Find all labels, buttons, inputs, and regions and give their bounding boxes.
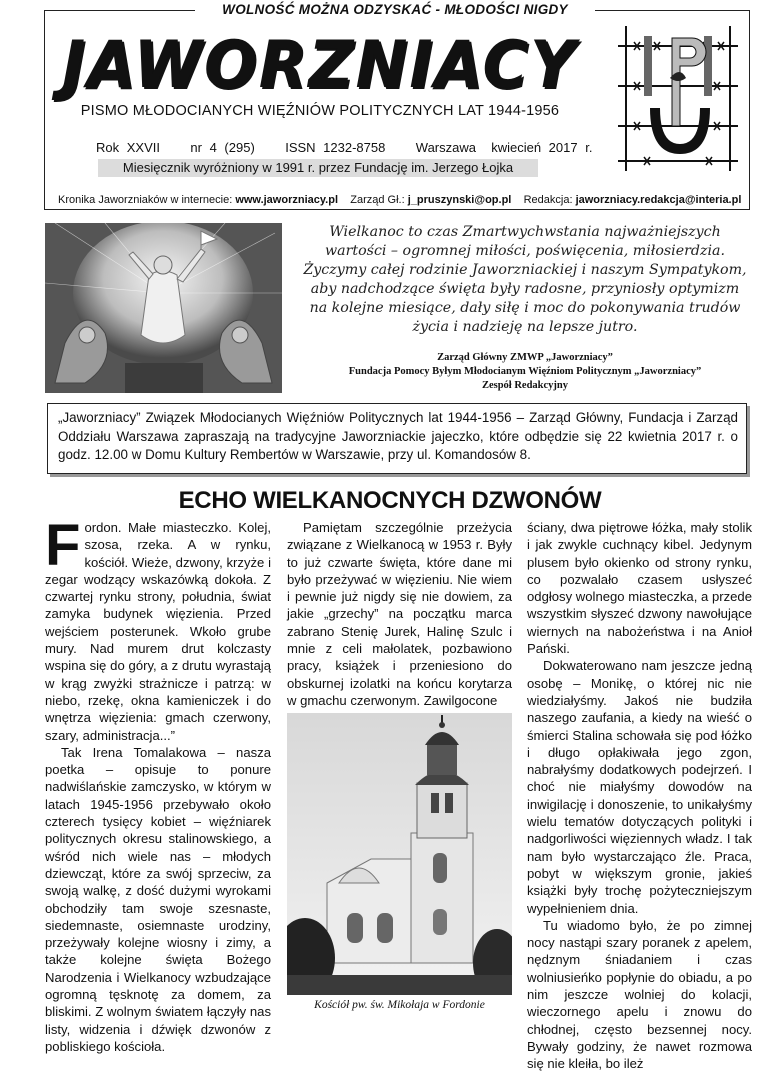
article-paragraph: Dokwaterowano nam jeszcze jedną osobę – Monikę, o której nic nie wiedziałyśmy. Jakoś nie budziła naszego zaufania, a kiedy na wieść o śmierci Stalina schowała się pod łóżko i długo opłakiwała jego zgon, nabrałyśmy dodatkowych podejrzeń. I choć nie miałyśmy dowodów na inwigilację i donoszenie, to unikałyśmy wielu tematów dotyczących polityki i nadgorliwości więziennych władz. I tak nam było wystarczająco źle. Praca, pobyt w większym gronie, jakieś książki były trochę pożyteczniejszym wypełnieniem dnia. bbox=[527, 658, 752, 916]
signature-line: Zespół Redakcyjny bbox=[481, 380, 569, 391]
article-paragraph bbox=[45, 513, 271, 744]
newspaper-subtitle: PISMO MŁODOCIANYCH WIĘŹNIÓW POLITYCZNYCH LAT 1944-1956 bbox=[80, 103, 560, 119]
article-column-1 bbox=[45, 513, 271, 1055]
contact-line bbox=[58, 194, 752, 206]
greeting-line: wartości – ogromnej miłości, poświęcenia, miłosierdzia. bbox=[325, 243, 725, 259]
issue-info: Rok XXVII nr 4 (295) ISSN 1232-8758 Warszawa kwiecień 2017 r. bbox=[96, 140, 593, 155]
greeting-line: aby nadchodzące święta były radosne, przyniosły optymizm bbox=[310, 281, 740, 297]
chronicle-link[interactable]: www.jaworzniacy.pl bbox=[235, 194, 339, 206]
easter-greeting bbox=[300, 223, 750, 337]
resurrection-illustration bbox=[45, 223, 282, 393]
article-paragraph: Tak Irena Tomalakowa – nasza poetka – opisuje to ponure nadwiślańskie zamczysko, w którym w latach 1945-1956 przebywało około czterech tysięcy kobiet – więźniarek politycznych okresu stalinowskiego, a wśród nich wiele nas – młodych dziewcząt, które za swój sprzeciw, za swoją walkę, z dość dużymi wyrokami obchodziły tam swoje szesnaste, siedemnaste, osiemnaste urodziny, przeżywały kolejne wiosny i zimy, a także kolejne święta Bożego Narodzenia i Wielkanocy wzbudzające ogromną tęsknotę za domem, za bliskimi. Z wolnym światem łączyły nas listy, widzenia i dźwięk dzwonów z pobliskiego kościoła. bbox=[45, 744, 271, 1054]
fighting-poland-emblem bbox=[614, 16, 742, 181]
church-photo bbox=[287, 713, 512, 995]
article-column-2 bbox=[287, 519, 512, 709]
award-note: Miesięcznik wyróżniony w 1991 r. przez Fundację im. Jerzego Łojka bbox=[98, 159, 538, 177]
invitation-text: „Jaworzniacy” Związek Młodocianych Więźniów Politycznych lat 1944-1956 – Zarząd Główny, Fundacja i Zarząd Oddziału Warszawa zapraszają na tradycyjne Jaworzniackie jajeczko, które odbędzie się 22 kwietnia 2017 r. o godz. 12.00 w Domu Kultury Rembertów w Warszawie, przy ul. Komandosów 8. bbox=[58, 410, 738, 462]
paragraph-text: ordon. Małe miasteczko. Kolej, szosa, rzeka. A w rynku, kościół. Wieże, dzwony, krzyże i zegar wodzący wskazówką dokoła. Z czwartej rynku strony, południa, świat zamyka budynek więzienia. Przed wejściem posterunek. Wkoło grube mury. Nad murem drut kolczasty wspina się do góry, a z drutu wyrastają w krąg zwyżki strażnicze i patrzą: w niebo, rzekę, okna kamieniczek i do wnętrza więzienia: gmach czerwony, szary, administracja...” bbox=[45, 520, 271, 743]
article-paragraph: ściany, dwa piętrowe łóżka, mały stolik i jak zwykle cuchnący kibel. Jedynym plusem było okienko od strony rynku, co pozwalało czasem usłyszeć odgłosy wolnego miasteczka, a przede wszystkim słyszeć dzwony nawołujące wiernych na nabożeństwa i na Anioł Pański. bbox=[527, 520, 752, 657]
article-paragraph: Tu wiadomo było, że po zimnej nocy nastąpi szary poranek z apelem, nędznym śniadaniem i czas wolniusieńko popłynie do obiadu, a po nim jeszcze wolniej do kolacji, wieczornego apelu i znowu do chłodnej, często bezsennej nocy. Bywały godziny, że nawet rozmowa się nie kleiła, bo ileż bbox=[527, 917, 752, 1072]
greeting-line: Wielkanoc to czas Zmartwychwstania najważniejszych bbox=[329, 224, 721, 240]
greeting-line: na kolejne miesiące, dały siłę i moc do pokonywania trudów bbox=[309, 300, 741, 316]
board-email-link[interactable]: j_pruszynski@op.pl bbox=[407, 194, 512, 206]
article-column-3 bbox=[527, 519, 752, 1073]
greeting-line: Życzymy całej rodzinie Jaworzniackiej i naszym Sympatykom, bbox=[303, 262, 747, 278]
greeting-line: życia i nadzieję na lepsze jutro. bbox=[412, 319, 638, 335]
editorial-email-link[interactable]: jaworzniacy.redakcja@interia.pl bbox=[575, 194, 742, 206]
drop-cap: F bbox=[45, 513, 81, 578]
newspaper-title: JAWORZNIACY bbox=[62, 26, 577, 103]
article-headline: ECHO WIELKANOCNYCH DZWONÓW bbox=[178, 487, 602, 514]
greeting-signatures bbox=[300, 351, 750, 393]
editorial-label: Redakcja: bbox=[523, 194, 573, 206]
article-paragraph: Pamiętam szczególnie przeżycia związane z Wielkanocą w 1953 r. Były to już czwarte święta, które dane mi było przeżywać w więzieniu. Nie wiem i pewnie już nigdy się nie dowiem, za jakie „grzechy” na początku marca zabrano Stenię Jurek, Halinę Szulc i mnie z celi małolatek, pozbawiono pracy, książek i przeniesiono do obskurnej izolatki na końcu korytarza w gmachu czerwonym. Zawilgocone bbox=[287, 520, 512, 708]
chronicle-label: Kronika Jaworzniaków w internecie: bbox=[58, 194, 233, 206]
photo-caption: Kościół pw. św. Mikołaja w Fordonie bbox=[314, 999, 485, 1011]
signature-line: Fundacja Pomocy Byłym Młodocianym Więźniom Politycznym „Jaworzniacy” bbox=[348, 366, 702, 377]
signature-line: Zarząd Główny ZMWP „Jaworzniacy” bbox=[437, 352, 613, 363]
masthead-motto: WOLNOŚĆ MOŻNA ODZYSKAĆ - MŁODOŚCI NIGDY bbox=[195, 2, 595, 17]
board-label: Zarząd Gł.: bbox=[350, 194, 405, 206]
